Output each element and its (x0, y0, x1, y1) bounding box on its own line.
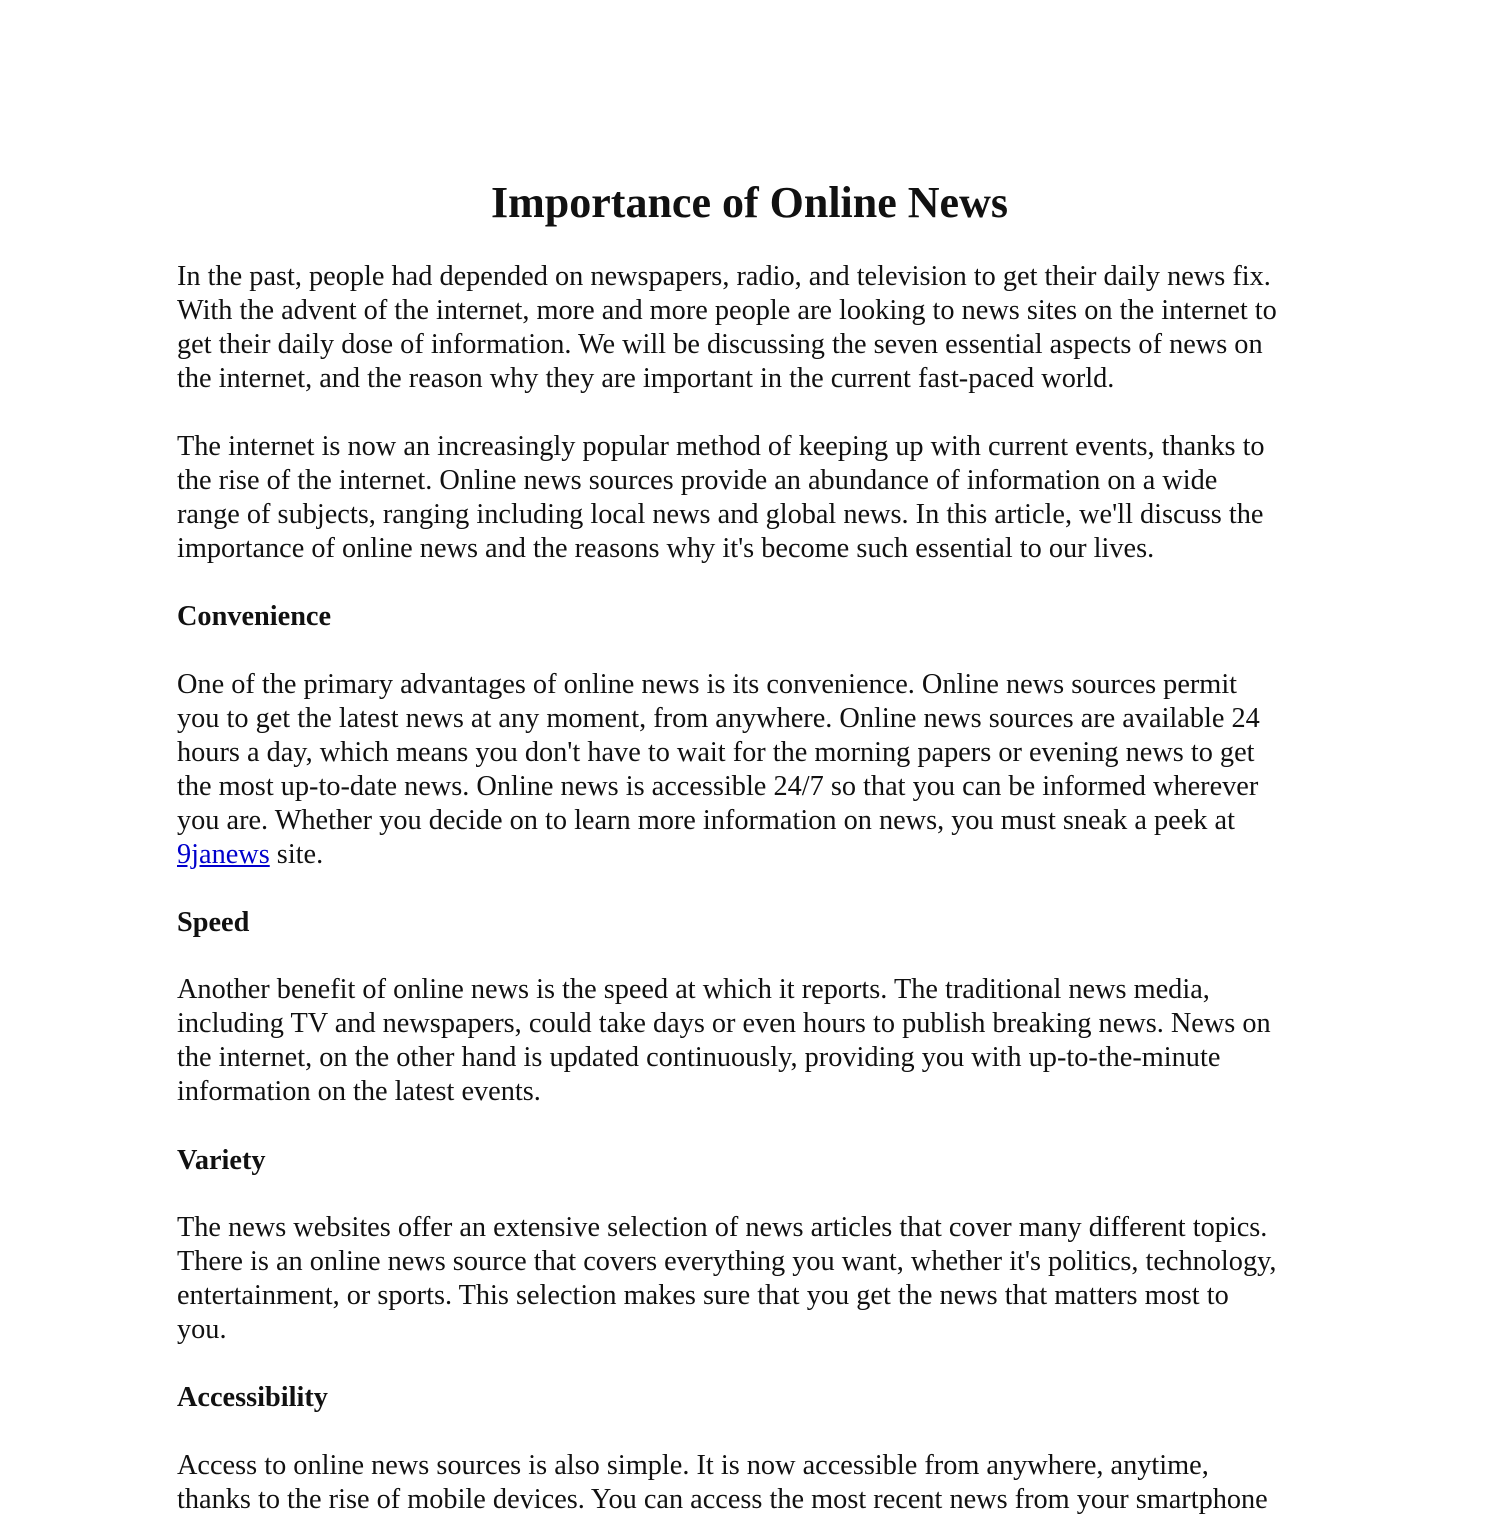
9janews-link[interactable]: 9janews (177, 839, 270, 870)
text-line: importance of online news and the reasons why it's become such essential to our lives. (177, 533, 1155, 564)
intro-paragraph-1 (177, 260, 1337, 396)
section-paragraph-accessibility (177, 1449, 1337, 1517)
text-line: thanks to the rise of mobile devices. You can access the most recent news from your smartphone (177, 1484, 1268, 1515)
text-line: One of the primary advantages of online news is its convenience. Online news sources permit (177, 669, 1238, 700)
document-title: Importance of Online News (491, 178, 1008, 227)
text-line: you to get the latest news at any moment, from anywhere. Online news sources are available 24 (177, 703, 1260, 734)
section-heading-convenience: Convenience (177, 601, 332, 632)
text-line: you are. Whether you decide on to learn more information on news, you must sneak a peek at (177, 805, 1235, 836)
text-line: you. (177, 1314, 227, 1345)
text-line-with-link (177, 838, 1337, 872)
text-line: The internet is now an increasingly popular method of keeping up with current events, thanks to (177, 431, 1265, 462)
section-heading-variety: Variety (177, 1145, 266, 1176)
text-line: the internet, on the other hand is updated continuously, providing you with up-to-the-minute (177, 1042, 1221, 1073)
text-line: range of subjects, ranging including local news and global news. In this article, we'll discuss the (177, 499, 1264, 530)
text-line: hours a day, which means you don't have to wait for the morning papers or evening news to get (177, 737, 1255, 768)
text-line: the most up-to-date news. Online news is accessible 24/7 so that you can be informed wherever (177, 771, 1259, 802)
text-line: get their daily dose of information. We will be discussing the seven essential aspects of news on (177, 329, 1263, 360)
text-line: The news websites offer an extensive selection of news articles that cover many different topics. (177, 1212, 1268, 1243)
text-line: the internet, and the reason why they are important in the current fast-paced world. (177, 363, 1115, 394)
text-line: Another benefit of online news is the speed at which it reports. The traditional news media, (177, 974, 1210, 1005)
text-line: including TV and newspapers, could take days or even hours to publish breaking news. News on (177, 1008, 1271, 1039)
text-line: the rise of the internet. Online news sources provide an abundance of information on a wide (177, 465, 1218, 496)
link-trailing-text: site. (269, 839, 324, 870)
text-line: With the advent of the internet, more and more people are looking to news sites on the internet to (177, 295, 1277, 326)
section-paragraph-convenience (177, 668, 1337, 872)
text-line: In the past, people had depended on newspapers, radio, and television to get their daily news fix. (177, 261, 1271, 292)
section-paragraph-variety (177, 1211, 1337, 1347)
text-line: Access to online news sources is also simple. It is now accessible from anywhere, anytime, (177, 1450, 1209, 1481)
text-line: information on the latest events. (177, 1076, 541, 1107)
intro-paragraph-2 (177, 430, 1337, 566)
section-heading-speed: Speed (177, 907, 250, 938)
section-heading-accessibility: Accessibility (177, 1382, 328, 1413)
section-paragraph-speed (177, 973, 1337, 1109)
text-line: entertainment, or sports. This selection makes sure that you get the news that matters most to (177, 1280, 1229, 1311)
text-line: There is an online news source that covers everything you want, whether it's politics, technology, (177, 1246, 1277, 1277)
